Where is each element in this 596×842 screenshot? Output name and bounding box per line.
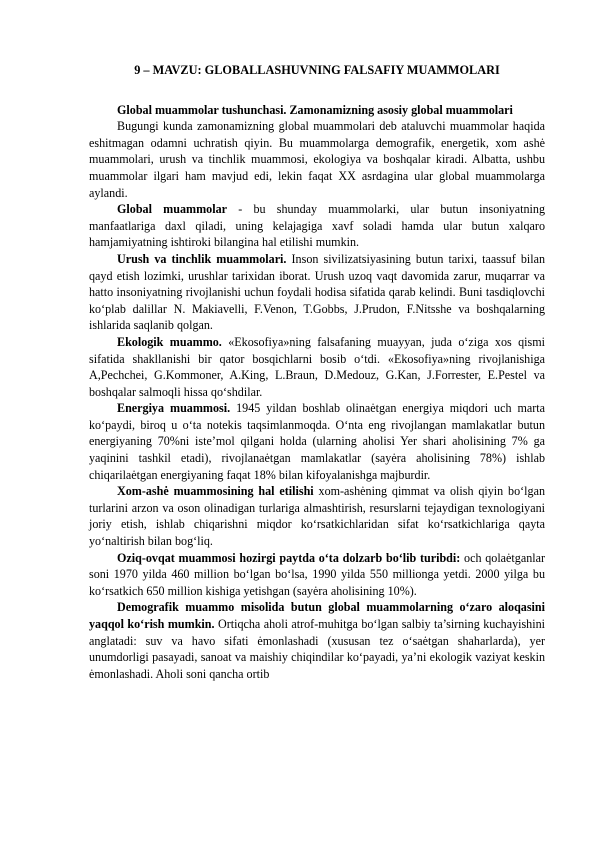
section-subtitle: Global muammolar tushunchasi. Zamonamizning asosiy global muammolari: [117, 102, 513, 117]
paragraph-raw-materials: [89, 483, 545, 549]
paragraph-global-problems: [89, 201, 545, 251]
paragraph-lead: Urush va tinchlik muammolari.: [117, 251, 287, 266]
paragraph-intro: [89, 118, 545, 201]
paragraph-demographic: [89, 599, 545, 682]
paragraph-lead: Ekologik muammo.: [117, 334, 222, 349]
document-page: [89, 62, 545, 682]
paragraph-war-peace: [89, 251, 545, 334]
paragraph-text: - bu shunday muammolarki, ular butun insoniyatning manfaatlariga daxl qiladi, uning kelajagiga xavf soladi hamda ular butun xalqaro hamjamiyatning ishtiroki bilangina hal etilishi mumkin.: [89, 202, 545, 250]
paragraph-lead: Oziq-ovqat muammosi hozirgi paytda o‘ta dolzarb bo‘lib turibdi:: [117, 550, 461, 565]
paragraph-text: «Ekosofiya»ning falsafaning muayyan, juda o‘ziga xos qismi sifatida shakllanishi bir qator bosqichlarni bosib o‘tdi. «Ekosofiya»ning rivojlanishiga A,Pechchei, G.Kommoner, A.King, L.Braun, D.Medouz, G.Kan, J.Forrester, E.Pestel va boshqalar salmoqli hissa qo‘shdilar.: [89, 334, 546, 399]
paragraph-text: 1945 yildan boshlab olinaėtgan energiya miqdori uch marta ko‘paydi, biroq u o‘ta notekis taqsimlanmoqda. O‘nta eng rivojlangan mamlakatlar butun energiyaning 70%ni iste’mol qilgani holda (ularning aholisi Yer shari aholisining 7% ga yaqinini tashkil etadi), rivojlanaėtgan mamlakatlar (sayėra aholisining 78%) ishlab chiqarilaėtgan energiyaning faqat 18% bilan kifoyalanishga majburdir.: [89, 401, 546, 482]
paragraph-lead: Global muammolar: [117, 202, 227, 217]
paragraph-text: Bugungi kunda zamonamizning global muammolari deb ataluvchi muammolar haqida eshitmagan odamni uchratish qiyin. Bu muammolarga demografik, energetik, xom ashė muammolari, urush va tinchlik muammosi, ekologiya va boshqalar kiradi. Albatta, ushbu muammolar ilgari ham mavjud edi, lekin faqat XX asrdagina ular global muammolarga aylandi.: [89, 119, 545, 200]
paragraph-text: Ortiqcha aholi atrof-muhitga bo‘lgan salbiy ta’sirning kuchayishini anglatadi: suv va havo sifati ėmonlashadi (xususan tez o‘saėtgan shaharlarda), yer unumdorligi pasayadi, sanoat va maishiy chiqindilar ko‘payadi, ya’ni ekologik vaziyat keskin ėmonlashadi. Aholi soni qancha ortib: [89, 617, 545, 681]
paragraph-lead: Xom-ashė muammosining hal etilishi: [117, 484, 314, 499]
paragraph-text: Inson sivilizatsiyasining butun tarixi, taassuf bilan qayd etish lozimki, urushlar tarixidan iborat. Urush uzoq vaqt davomida zarur, muqarrar va hatto insoniyatning rivojlanishi uchun foydali hodisa sifatida qarab kelindi. Buni tasdiqlovchi ko‘plab dalillar N. Makiavelli, F.Venon, T.Gobbs, J.Prudon, F.Nitsshe va boshqalarning ishlarida saqlanib qolgan.: [89, 251, 545, 333]
paragraph-lead: Demografik muammo misolida butun global muammolarning o‘zaro aloqasini yaqqol ko‘rish mumkin.: [89, 600, 545, 631]
paragraph-text: och qolaėtganlar soni 1970 yilda 460 million bo‘lgan bo‘lsa, 1990 yilda 550 millionga yetdi. 2000 yilga bu ko‘rsatkich 650 million kishiga yetishgan (sayėra aholisining 10%).: [89, 550, 545, 598]
paragraph-ecology: [89, 334, 545, 400]
paragraph-energy: [89, 400, 545, 483]
paragraph-text: xom-ashėning qimmat va olish qiyin bo‘lgan turlarini arzon va oson olinadigan turlariga almashtirish, resurslarni tejaydigan texnologiyani joriy etish, ishlab chiqarishni miqdor ko‘rsatkichlaridan sifat ko‘rsatkichlariga qayta yo‘naltirish bilan bog‘liq.: [89, 484, 545, 549]
page-title: 9 – MAVZU: GLOBALLASHUVNING FALSAFIY MUAMMOLARI: [134, 63, 500, 77]
paragraph-food: [89, 550, 545, 600]
paragraph-lead: Energiya muammosi.: [117, 401, 231, 416]
